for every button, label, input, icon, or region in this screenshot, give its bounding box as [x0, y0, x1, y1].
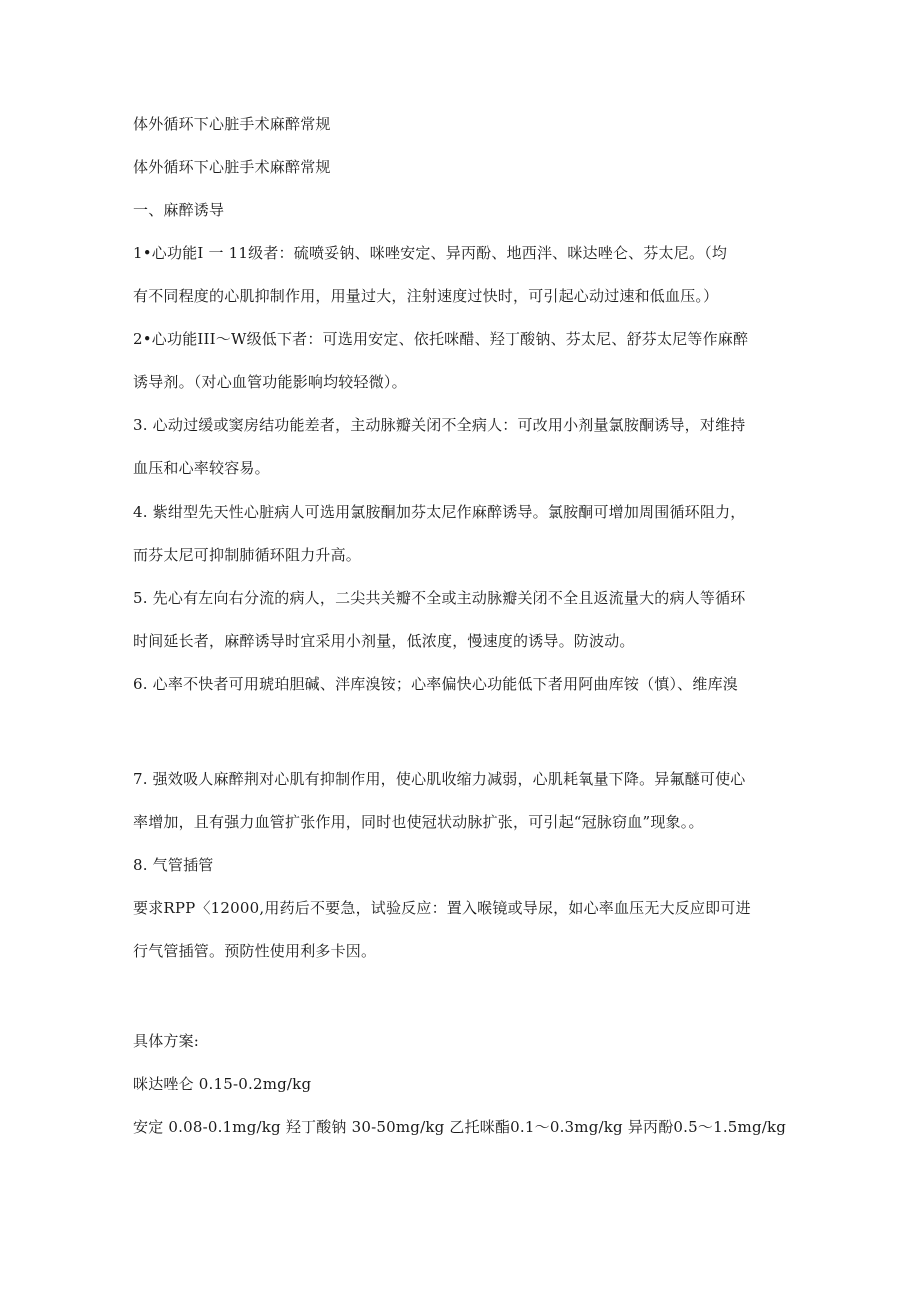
item-4-line-1: 4. 紫绀型先天性心脏病人可选用氯胺酮加芬太尼作麻醉诱导。氯胺酮可增加周围循环阻力， — [133, 503, 746, 521]
section-heading-induction: 一、麻醉诱导 — [133, 201, 225, 219]
document-title: 体外循环下心脏手术麻醉常规 — [133, 115, 331, 133]
item-1-line-2: 有不同程度的心肌抑制作用，用量过大，注射速度过快时，可引起心动过速和低血压。） — [133, 287, 719, 305]
item-8-heading: 8. 气管插管 — [133, 856, 214, 874]
plan-line-2: 安定 0.08-0.1mg/kg 羟丁酸钠 30-50mg/kg 乙托咪酯0.1〜0.3mg/kg 异丙酚0.5〜1.5mg/kg — [133, 1118, 787, 1136]
item-3-line-2: 血压和心率较容易。 — [133, 459, 270, 477]
item-2-line-2: 诱导剂。（对心血管功能影响均较轻微）。 — [133, 373, 407, 391]
plan-heading: 具体方案: — [133, 1032, 200, 1050]
item-1-line-1: 1•心功能I 一 11级者：硫喷妥钠、咪唑安定、异丙酚、地西泮、咪达唑仑、芬太尼。（均 — [133, 244, 728, 262]
item-8-line-2: 行气管插管。预防性使用利多卡因。 — [133, 942, 377, 960]
document-subtitle: 体外循环下心脏手术麻醉常规 — [133, 158, 331, 176]
item-5-line-1: 5. 先心有左向右分流的病人，二尖共关瓣不全或主动脉瓣关闭不全且返流量大的病人等循环 — [133, 589, 746, 607]
item-2-line-1: 2•心功能III〜W级低下者：可选用安定、依托咪醋、羟丁酸钠、芬太尼、舒芬太尼等作麻醉 — [133, 330, 749, 348]
item-3-line-1: 3. 心动过缓或窦房结功能差者，主动脉瓣关闭不全病人：可改用小剂量氯胺酮诱导，对维持 — [133, 416, 746, 434]
item-7-line-2: 率增加，且有强力血管扩张作用，同时也使冠状动脉扩张，可引起“冠脉窃血”现象。。 — [133, 813, 704, 831]
item-4-line-2: 而芬太尼可抑制肺循环阻力升高。 — [133, 546, 362, 564]
item-7-line-1: 7. 强效吸人麻醉荆对心肌有抑制作用，使心肌收缩力减弱，心肌耗氧量下降。异氟醚可使心 — [133, 770, 746, 788]
item-5-line-2: 时间延长者，麻醉诱导时宜采用小剂量，低浓度，慢速度的诱导。防波动。 — [133, 632, 635, 650]
item-8-line-1: 要求RPP〈12000,用药后不要急，试验反应：置入喉镜或导尿，如心率血压无大反应即可进 — [133, 899, 751, 917]
item-6-line-1: 6. 心率不快者可用琥珀胆碱、泮库溴铵；心率偏快心功能低下者用阿曲库铵（慎）、维库溴 — [133, 675, 738, 693]
plan-line-1: 咪达唑仑 0.15-0.2mg/kg — [133, 1075, 312, 1093]
